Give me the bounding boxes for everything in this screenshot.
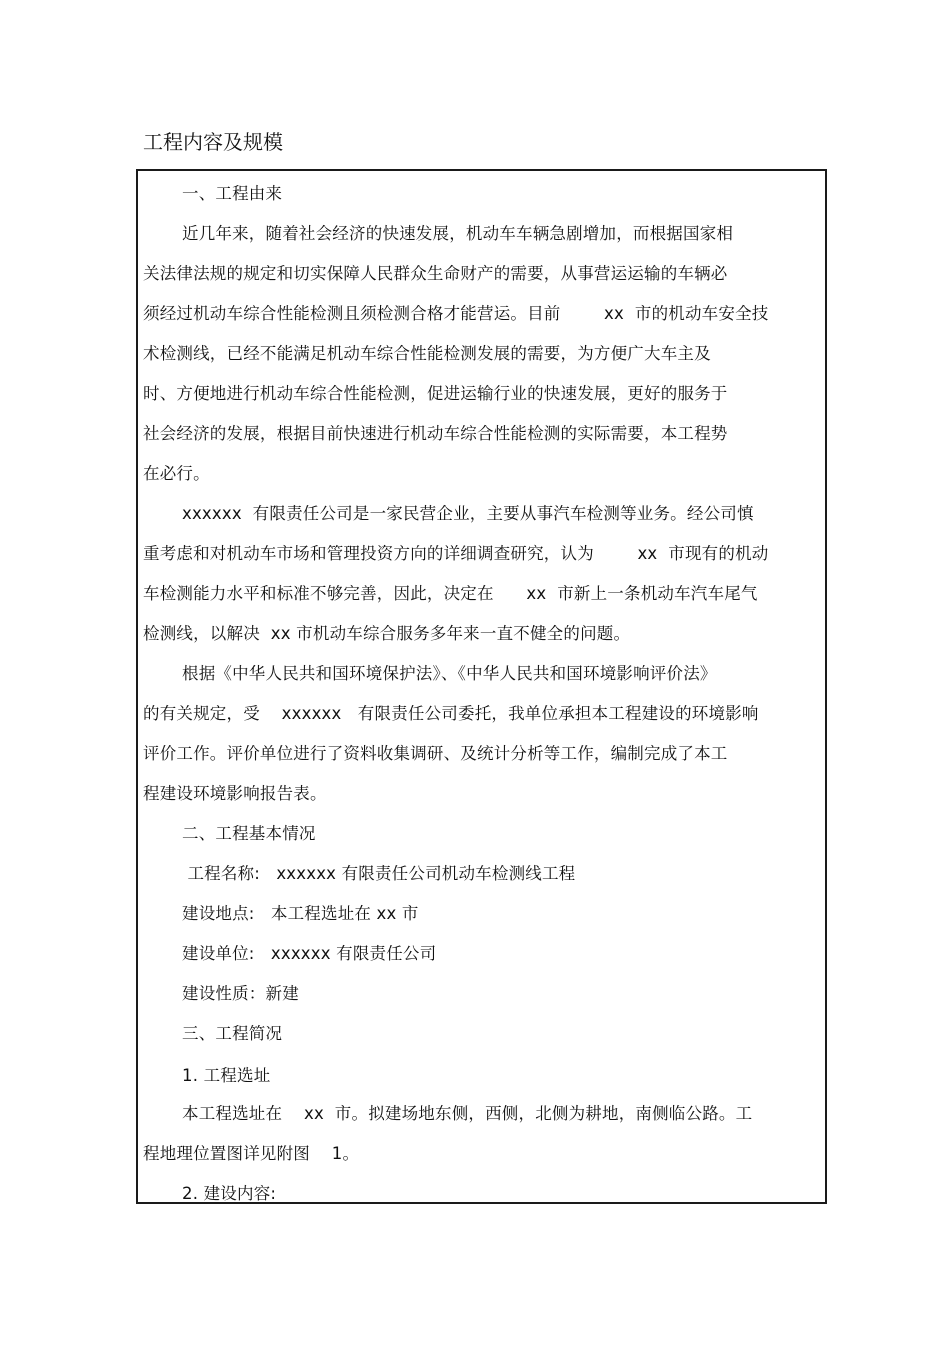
paragraph-line: 本工程选址在 xx 市。拟建场地东侧，西侧，北侧为耕地，南侧临公路。工	[182, 1104, 753, 1123]
project-name-field: 工程名称: xxxxxx 有限责任公司机动车检测线工程	[182, 864, 576, 883]
page-title: 工程内容及规模	[143, 130, 283, 154]
developer-field: 建设单位: xxxxxx 有限责任公司	[182, 944, 437, 963]
paragraph-line: 须经过机动车综合性能检测且须检测合格才能营运。目前 xx 市的机动车安全技	[143, 304, 769, 323]
paragraph-line: 时、方便地进行机动车综合性能检测，促进运输行业的快速发展，更好的服务于	[143, 384, 728, 403]
subheading-construction-content: 2. 建设内容:	[182, 1184, 277, 1203]
paragraph-line: 重考虑和对机动车市场和管理投资方向的详细调查研究，认为 xx 市现有的机动	[143, 544, 769, 563]
paragraph-line: 检测线，以解决 xx 市机动车综合服务多年来一直不健全的问题。	[143, 624, 631, 643]
paragraph-line: 的有关规定，受 xxxxxx 有限责任公司委托，我单位承担本工程建设的环境影响	[143, 704, 759, 723]
subheading-site-selection: 1. 工程选址	[182, 1066, 271, 1085]
paragraph-line: 程建设环境影响报告表。	[143, 784, 327, 803]
paragraph-line: 在必行。	[143, 464, 210, 483]
location-field: 建设地点: 本工程选址在 xx 市	[182, 904, 419, 923]
paragraph-line: 根据《中华人民共和国环境保护法》、《中华人民共和国环境影响评价法》	[182, 664, 717, 683]
paragraph-line: 社会经济的发展，根据目前快速进行机动车综合性能检测的实际需要，本工程势	[143, 424, 728, 443]
paragraph-line: 评价工作。评价单位进行了资料收集调研、及统计分析等工作，编制完成了本工	[143, 744, 728, 763]
paragraph-line: 术检测线，已经不能满足机动车综合性能检测发展的需要，为方便广大车主及	[143, 344, 711, 363]
paragraph-line: xxxxxx 有限责任公司是一家民营企业，主要从事汽车检测等业务。经公司慎	[182, 504, 754, 523]
paragraph-line: 程地理位置图详见附图 1。	[143, 1144, 360, 1163]
nature-field: 建设性质：新建	[182, 984, 299, 1003]
paragraph-line: 车检测能力水平和标准不够完善，因此，决定在 xx 市新上一条机动车汽车尾气	[143, 584, 758, 603]
paragraph-line: 近几年来，随着社会经济的快速发展，机动车车辆急剧增加，而根据国家相	[182, 224, 734, 243]
section-heading-overview: 三、工程简况	[182, 1024, 283, 1043]
paragraph-line: 关法律法规的规定和切实保障人民群众生命财产的需要，从事营运运输的车辆必	[143, 264, 728, 283]
section-heading-origin: 一、工程由来	[182, 184, 283, 203]
section-heading-basic-info: 二、工程基本情况	[182, 824, 316, 843]
